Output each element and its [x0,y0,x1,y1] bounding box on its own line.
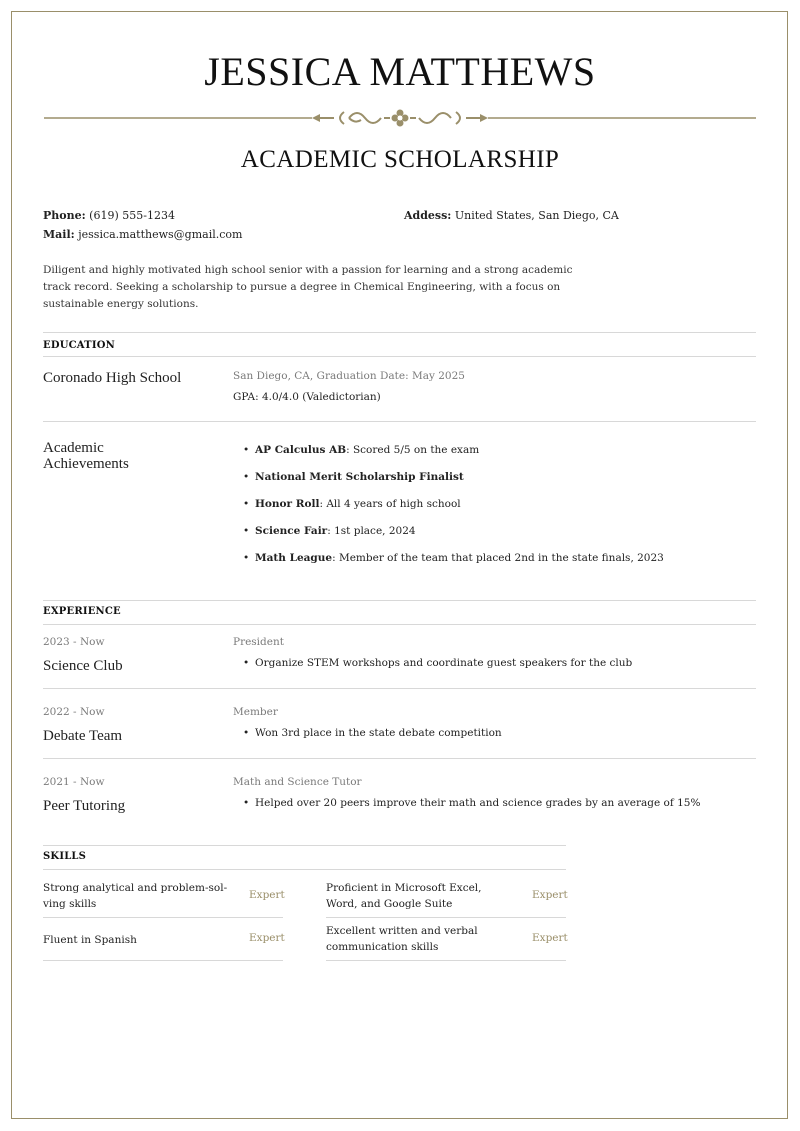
skill-name: Fluent in Spanish [43,934,137,946]
ornament-divider-icon [44,108,756,128]
experience-org: Peer Tutoring [43,798,126,814]
achievements-label: Academic Achievements [43,440,129,472]
skills-heading: SKILLS [43,851,87,862]
divider [43,960,283,961]
experience-org: Debate Team [43,728,123,744]
mail-line [43,228,242,241]
resume-title: ACADEMIC SCHOLARSHIP [240,146,560,173]
skill-name: Strong analytical and problem-sol-ving skills [43,882,228,910]
skill-level: Expert [249,932,285,944]
experience-role: Math and Science Tutor [233,776,362,788]
phone-value: (619) 555-1234 [89,209,175,222]
skill-level: Expert [532,889,568,901]
experience-bullet: • Helped over 20 peers improve their math and science grades by an average of 15% [243,797,701,809]
experience-heading: EXPERIENCE [43,606,121,617]
divider [326,960,566,961]
experience-bullet: • Organize STEM workshops and coordinate guest speakers for the club [243,657,633,669]
divider [43,421,756,422]
experience-role: President [233,636,284,648]
address-value: United States, San Diego, CA [454,209,619,222]
list-item: • AP Calculus AB: Scored 5/5 on the exam [243,444,480,456]
school-name: Coronado High School [43,370,182,386]
phone-line [43,209,175,222]
divider [43,758,756,759]
skill-level: Expert [532,932,568,944]
list-item: • Science Fair: 1st place, 2024 [243,525,416,537]
experience-dates: 2023 - Now [43,636,105,648]
school-location-date: San Diego, CA, Graduation Date: May 2025 [233,370,465,382]
divider [43,688,756,689]
mail-value: jessica.matthews@gmail.com [78,228,243,241]
experience-dates: 2021 - Now [43,776,105,788]
divider [326,917,566,918]
candidate-name: JESSICA MATTHEWS [204,49,596,94]
address-label: Addess: [404,209,452,222]
divider [43,356,756,357]
experience-role: Member [233,706,278,718]
divider [43,869,566,870]
skill-name: Proficient in Microsoft Excel, Word, and Google Suite [326,882,482,910]
divider [43,917,283,918]
skill-level: Expert [249,889,285,901]
list-item: • National Merit Scholarship Finalist [243,471,464,483]
profile-summary: Diligent and highly motivated high school senior with a passion for learning and a strong academic track record. Seeking a scholarship to pursue a degree in Chemical Engineering, with a focus on sustainable energy solutions. [43,264,573,310]
list-item: • Honor Roll: All 4 years of high school [243,498,461,510]
divider [43,600,756,601]
divider [43,845,566,846]
phone-label: Phone: [43,209,86,222]
divider [43,624,756,625]
skill-name: Excellent written and verbal communication skills [326,925,478,953]
experience-org: Science Club [43,658,123,674]
achievements-list [243,444,664,579]
gpa: GPA: 4.0/4.0 (Valedictorian) [233,391,381,403]
address-line [404,209,619,222]
list-item: • Math League: Member of the team that placed 2nd in the state finals, 2023 [243,552,664,564]
mail-label: Mail: [43,228,75,241]
education-heading: EDUCATION [43,340,115,351]
experience-dates: 2022 - Now [43,706,105,718]
divider [43,332,756,333]
experience-bullet: • Won 3rd place in the state debate competition [243,727,502,739]
